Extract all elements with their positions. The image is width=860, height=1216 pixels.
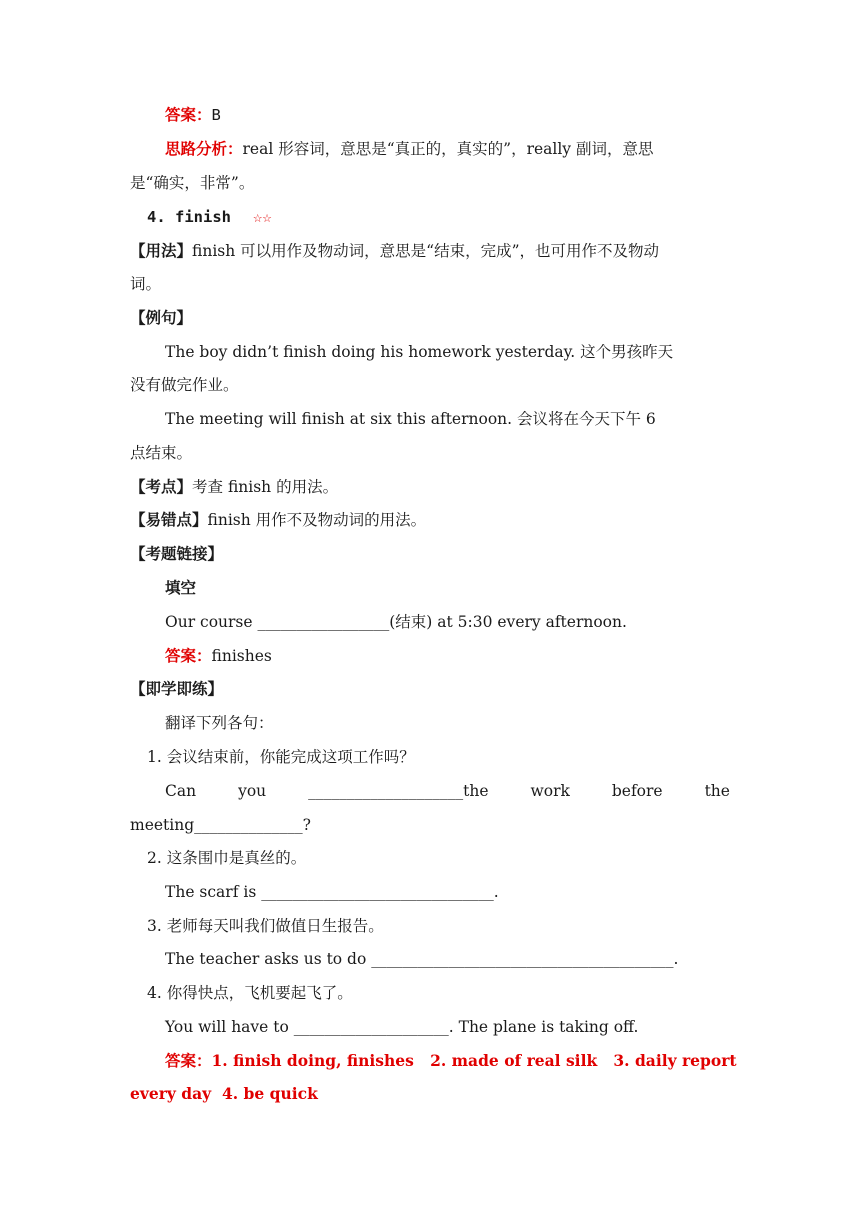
q1-word: you bbox=[238, 782, 267, 800]
testpoint-text: 考查 finish 的用法。 bbox=[192, 478, 339, 496]
entry-title: 4. finish bbox=[147, 208, 231, 226]
entry-heading bbox=[147, 206, 272, 228]
q1-word: work bbox=[530, 782, 570, 800]
q3-chinese: 3. 老师每天叫我们做值日生报告。 bbox=[147, 917, 384, 935]
usage-text-line1: finish 可以用作及物动词，意思是“结束，完成”，也可用作不及物动 bbox=[192, 242, 660, 260]
practice-answer-line1: 1. finish doing, finishes 2. made of real silk 3. daily report bbox=[211, 1051, 737, 1070]
q2-english: The scarf is ______________________________. bbox=[165, 883, 499, 901]
q3-english: The teacher asks us to do _______________________________________. bbox=[165, 950, 679, 968]
q1-english-line1 bbox=[165, 780, 730, 802]
fill-answer-label: 答案： bbox=[165, 646, 212, 665]
q4-chinese: 4. 你得快点，飞机要起飞了。 bbox=[147, 984, 353, 1002]
usage-label: 【用法】 bbox=[130, 241, 193, 260]
practice-label: 【即学即练】 bbox=[130, 679, 224, 698]
practice-instruction: 翻译下列各句： bbox=[165, 714, 274, 732]
fill-answer bbox=[165, 645, 272, 667]
q1-word: before bbox=[611, 782, 663, 800]
example1-line1: The boy didn’t finish doing his homework yesterday. 这个男孩昨天 bbox=[165, 343, 674, 361]
example2-line2: 点结束。 bbox=[130, 444, 193, 462]
q3-analysis bbox=[165, 138, 654, 160]
q3-answer bbox=[165, 104, 221, 126]
star-icon: ☆☆ bbox=[253, 208, 272, 226]
answer-label: 答案： bbox=[165, 105, 212, 124]
analysis-text-line2: 是“确实，非常”。 bbox=[130, 174, 255, 192]
q4-english: You will have to ____________________. The plane is taking off. bbox=[165, 1018, 639, 1036]
testpoint-paragraph bbox=[130, 476, 338, 498]
q2-chinese: 2. 这条围巾是真丝的。 bbox=[147, 849, 307, 867]
q1-english-line2: meeting______________? bbox=[130, 816, 311, 834]
q1-word: Can bbox=[165, 782, 197, 800]
example2-line1: The meeting will finish at six this afternoon. 会议将在今天下午 6 bbox=[165, 410, 656, 428]
analysis-text-line1: real 形容词，意思是“真正的，真实的”，really 副词，意思 bbox=[242, 140, 654, 158]
practice-answer-line2: every day 4. be quick bbox=[130, 1084, 318, 1103]
example1-line2: 没有做完作业。 bbox=[130, 376, 239, 394]
errorpoint-text: finish 用作不及物动词的用法。 bbox=[207, 511, 427, 529]
q1-chinese: 1. 会议结束前，你能完成这项工作吗？ bbox=[147, 748, 415, 766]
usage-paragraph bbox=[130, 240, 659, 262]
q1-word: the bbox=[704, 782, 730, 800]
errorpoint-paragraph bbox=[130, 509, 426, 531]
analysis-label: 思路分析： bbox=[165, 139, 243, 158]
practice-answer bbox=[165, 1050, 737, 1072]
errorpoint-label: 【易错点】 bbox=[130, 510, 208, 529]
fill-answer-value: finishes bbox=[211, 647, 272, 665]
testpoint-label: 【考点】 bbox=[130, 477, 193, 496]
q1-blank: ____________________the bbox=[308, 782, 489, 800]
fill-label: 填空 bbox=[165, 578, 197, 597]
exam-link-label: 【考题链接】 bbox=[130, 544, 224, 563]
answer-value: B bbox=[211, 106, 221, 124]
examples-label: 【例句】 bbox=[130, 308, 193, 327]
usage-text-line2: 词。 bbox=[130, 275, 162, 293]
fill-sentence: Our course _________________(结束) at 5:30 every afternoon. bbox=[165, 613, 627, 631]
practice-answer-label: 答案： bbox=[165, 1051, 212, 1070]
